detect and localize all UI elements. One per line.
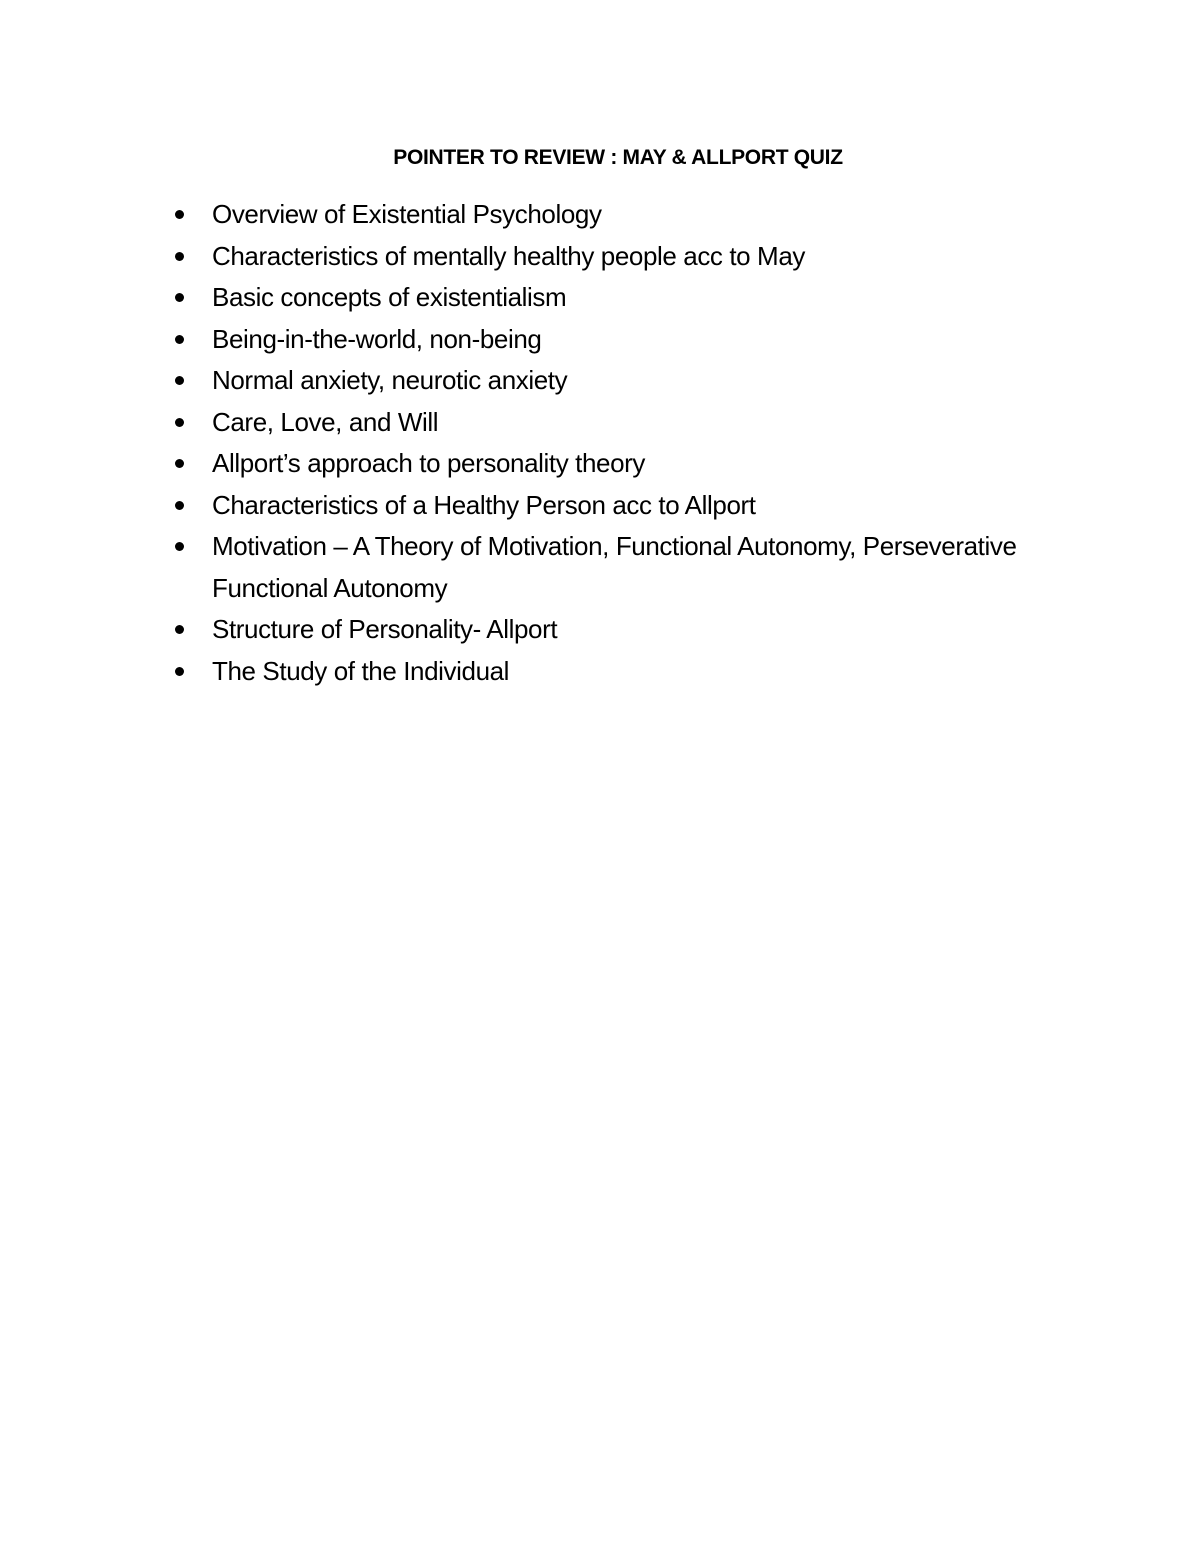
bullet-icon [175,252,184,261]
list-item-text: Characteristics of a Healthy Person acc to Allport [212,489,756,520]
bullet-icon [175,542,184,551]
list-item [172,194,1052,236]
list-item-text: Being-in-the-world, non-being [212,323,542,354]
list-item [172,236,1052,278]
bullet-icon [175,667,184,676]
list-item [172,443,1052,485]
list-item [172,651,1052,693]
list-item-text: Overview of Existential Psychology [212,199,602,229]
list-item-text: Care, Love, and Will [212,406,439,437]
bullet-icon [175,418,184,427]
bullet-icon [175,335,184,344]
bullet-icon [175,293,184,302]
list-item [172,402,1052,444]
list-item-text: Basic concepts of existentialism [212,282,567,312]
list-item [172,319,1052,361]
list-item [172,609,1052,651]
bullet-icon [175,210,184,219]
list-item-text: Allport’s approach to personality theory [212,448,645,478]
bullet-icon [175,376,184,385]
list-item [172,485,1052,527]
bullet-icon [175,459,184,468]
list-item [172,360,1052,402]
list-item-text: Characteristics of mentally healthy people acc to May [212,240,805,271]
list-item-text: Structure of Personality- Allport [212,614,558,644]
bullet-icon [175,501,184,510]
bullet-icon [175,625,184,634]
list-item [172,526,1052,609]
page-title: POINTER TO REVIEW : MAY & ALLPORT QUIZ [393,146,843,169]
list-item-text: Motivation – A Theory of Motivation, Functional Autonomy, Perseverative Functional Autonomy [212,531,1017,603]
list-item [172,277,1052,319]
list-item-text: Normal anxiety, neurotic anxiety [212,365,568,395]
list-item-text: The Study of the Individual [212,655,510,686]
review-topics-list [172,194,1052,692]
